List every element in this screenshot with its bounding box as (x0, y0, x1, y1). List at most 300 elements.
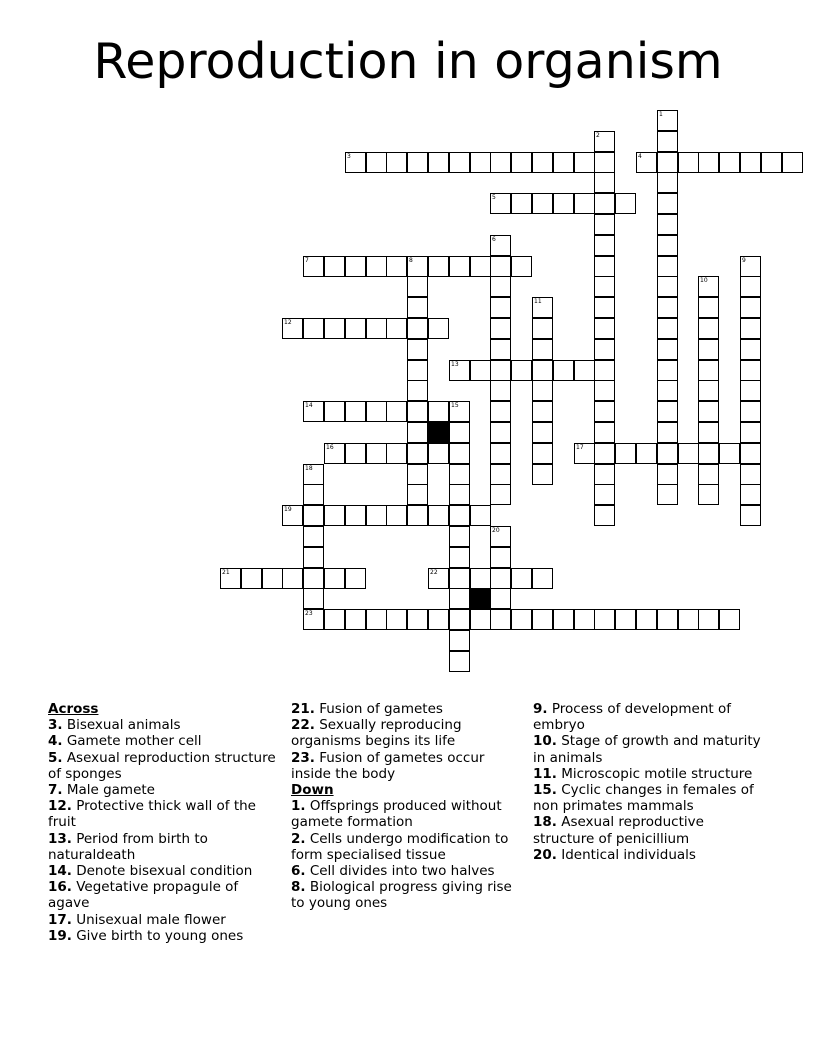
clue-number: 17. (48, 911, 72, 928)
grid-cell[interactable] (366, 609, 387, 630)
grid-cell[interactable] (490, 256, 511, 277)
grid-cell[interactable] (657, 484, 678, 505)
grid-cell[interactable] (386, 443, 407, 464)
grid-cell[interactable] (407, 505, 428, 526)
clue-item (291, 863, 526, 879)
grid-cell[interactable] (782, 152, 803, 173)
clue-number: 8. (291, 879, 306, 896)
clue-text: Asexual reproduction structure of sponges (48, 749, 276, 782)
grid-cell[interactable] (553, 609, 574, 630)
grid-cell[interactable] (511, 152, 532, 173)
grid-cell[interactable] (594, 609, 615, 630)
grid-cell[interactable] (657, 110, 678, 131)
grid-cell[interactable] (594, 380, 615, 401)
clue-item (48, 912, 283, 928)
grid-cell[interactable] (345, 443, 366, 464)
grid-cell[interactable] (594, 505, 615, 526)
clue-column-2 (291, 701, 526, 912)
grid-cell[interactable] (303, 318, 324, 339)
grid-cell[interactable] (594, 484, 615, 505)
grid-cell[interactable] (698, 152, 719, 173)
grid-cell[interactable] (449, 464, 470, 485)
clue-item (291, 879, 526, 911)
grid-cell[interactable] (449, 568, 470, 589)
grid-cell[interactable] (470, 505, 491, 526)
clue-item (291, 831, 526, 863)
grid-cell[interactable] (386, 401, 407, 422)
page-title: Reproduction in organism (93, 33, 723, 90)
clue-number: 4 (638, 153, 642, 160)
grid-cell[interactable] (532, 193, 553, 214)
clue-item (533, 782, 768, 814)
grid-cell[interactable] (386, 505, 407, 526)
grid-cell[interactable] (428, 256, 449, 277)
grid-cell[interactable] (657, 235, 678, 256)
grid-cell[interactable] (511, 568, 532, 589)
grid-cell[interactable] (594, 339, 615, 360)
grid-cell[interactable] (719, 152, 740, 173)
clue-item (291, 798, 526, 830)
clue-item (48, 863, 283, 879)
grid-cell[interactable] (470, 609, 491, 630)
clue-text: Unisexual male flower (71, 911, 226, 928)
grid-cell[interactable] (657, 172, 678, 193)
grid-cell[interactable] (740, 339, 761, 360)
clue-number: 16. (48, 879, 72, 896)
grid-cell[interactable] (428, 609, 449, 630)
grid-cell[interactable] (366, 318, 387, 339)
grid-cell[interactable] (366, 505, 387, 526)
grid-cell[interactable] (324, 256, 345, 277)
grid-cell[interactable] (698, 401, 719, 422)
grid-cell[interactable] (449, 152, 470, 173)
grid-cell[interactable] (345, 401, 366, 422)
grid-cell[interactable] (407, 464, 428, 485)
clue-number: 15. (533, 782, 557, 799)
grid-cell[interactable] (594, 422, 615, 443)
grid-cell[interactable] (553, 360, 574, 381)
grid-cell[interactable] (386, 152, 407, 173)
grid-cell[interactable] (324, 568, 345, 589)
grid-cell[interactable] (449, 630, 470, 651)
clue-text: Cell divides into two halves (305, 863, 495, 880)
clue-number: 23. (291, 749, 315, 766)
grid-cell[interactable] (407, 297, 428, 318)
grid-cell[interactable] (303, 401, 324, 422)
clue-text: Asexual reproductive structure of penicillium (533, 814, 704, 847)
grid-cell[interactable] (490, 235, 511, 256)
clue-number: 20 (492, 527, 500, 534)
grid-cell[interactable] (407, 256, 428, 277)
clue-number: 5. (48, 749, 63, 766)
grid-cell[interactable] (407, 422, 428, 443)
grid-cell[interactable] (324, 443, 345, 464)
grid-cell[interactable] (532, 318, 553, 339)
grid-cell[interactable] (532, 568, 553, 589)
clue-item (533, 814, 768, 846)
grid-cell[interactable] (449, 484, 470, 505)
grid-cell[interactable] (740, 484, 761, 505)
grid-cell[interactable] (407, 380, 428, 401)
grid-cell[interactable] (490, 464, 511, 485)
grid-cell[interactable] (594, 172, 615, 193)
clue-number: 10 (700, 277, 708, 284)
grid-cell[interactable] (615, 609, 636, 630)
grid-cell[interactable] (490, 443, 511, 464)
grid-cell[interactable] (470, 568, 491, 589)
grid-cell[interactable] (532, 464, 553, 485)
grid-cell[interactable] (678, 609, 699, 630)
across-heading: Across (48, 701, 99, 717)
grid-cell[interactable] (428, 443, 449, 464)
grid-cell[interactable] (657, 131, 678, 152)
clue-number: 21. (291, 701, 315, 717)
grid-cell[interactable] (366, 256, 387, 277)
grid-cell[interactable] (407, 152, 428, 173)
clue-number: 17 (576, 444, 584, 451)
clue-number: 11. (533, 765, 557, 782)
grid-cell[interactable] (449, 588, 470, 609)
grid-cell[interactable] (657, 339, 678, 360)
grid-cell[interactable] (449, 526, 470, 547)
grid-cell[interactable] (657, 297, 678, 318)
grid-cell[interactable] (407, 609, 428, 630)
grid-cell[interactable] (220, 568, 241, 589)
grid-cell[interactable] (470, 256, 491, 277)
clue-text: Sexually reproducing organisms begins its life (291, 717, 462, 750)
grid-cell[interactable] (553, 193, 574, 214)
grid-cell[interactable] (657, 443, 678, 464)
grid-cell[interactable] (470, 152, 491, 173)
grid-cell[interactable] (366, 443, 387, 464)
clue-item (48, 733, 283, 749)
grid-cell[interactable] (490, 609, 511, 630)
grid-cell[interactable] (553, 152, 574, 173)
grid-cell[interactable] (428, 152, 449, 173)
grid-cell[interactable] (594, 401, 615, 422)
clue-column-3 (533, 701, 768, 863)
grid-cell[interactable] (740, 256, 761, 277)
grid-cell[interactable] (511, 256, 532, 277)
clue-number: 6. (291, 863, 306, 880)
clue-number: 9. (533, 701, 548, 717)
grid-cell[interactable] (490, 401, 511, 422)
grid-cell[interactable] (698, 360, 719, 381)
grid-cell[interactable] (345, 256, 366, 277)
clue-item (48, 928, 283, 944)
clue-text: Identical individuals (556, 846, 696, 863)
grid-cell[interactable] (303, 547, 324, 568)
grid-cell[interactable] (657, 318, 678, 339)
clue-number: 20. (533, 846, 557, 863)
grid-cell[interactable] (303, 609, 324, 630)
grid-cell[interactable] (449, 443, 470, 464)
grid-cell[interactable] (657, 609, 678, 630)
grid-cell[interactable] (407, 339, 428, 360)
clue-number: 13. (48, 830, 72, 847)
grid-cell[interactable] (740, 443, 761, 464)
clue-number: 9 (742, 257, 746, 264)
clue-text: Fusion of gametes occur inside the body (291, 749, 485, 782)
grid-cell[interactable] (740, 276, 761, 297)
grid-cell[interactable] (490, 297, 511, 318)
grid-cell[interactable] (719, 609, 740, 630)
clue-item (48, 750, 283, 782)
clue-number: 6 (492, 236, 496, 243)
grid-cell[interactable] (407, 401, 428, 422)
grid-cell[interactable] (449, 256, 470, 277)
grid-cell[interactable] (532, 380, 553, 401)
clue-number: 3. (48, 717, 63, 734)
grid-cell[interactable] (636, 609, 657, 630)
grid-cell[interactable] (407, 360, 428, 381)
grid-cell[interactable] (345, 609, 366, 630)
grid-cell[interactable] (678, 152, 699, 173)
clue-item (291, 701, 526, 717)
grid-cell[interactable] (386, 318, 407, 339)
clue-number: 19 (284, 506, 292, 513)
clue-text: Fusion of gametes (314, 701, 443, 717)
grid-cell[interactable] (594, 443, 615, 464)
grid-cell[interactable] (324, 318, 345, 339)
grid-cell[interactable] (594, 256, 615, 277)
grid-cell[interactable] (657, 214, 678, 235)
grid-cell[interactable] (386, 256, 407, 277)
clue-item (533, 701, 768, 733)
grid-cell[interactable] (303, 505, 324, 526)
grid-cell[interactable] (740, 380, 761, 401)
grid-cell[interactable] (345, 152, 366, 173)
grid-cell[interactable] (657, 360, 678, 381)
clue-column-1 (48, 701, 283, 944)
grid-cell[interactable] (428, 568, 449, 589)
grid-cell[interactable] (574, 609, 595, 630)
grid-cell[interactable] (657, 152, 678, 173)
black-square (428, 422, 449, 443)
grid-cell[interactable] (698, 422, 719, 443)
grid-cell[interactable] (594, 131, 615, 152)
grid-cell[interactable] (386, 609, 407, 630)
grid-cell[interactable] (449, 609, 470, 630)
grid-cell[interactable] (490, 318, 511, 339)
grid-cell[interactable] (740, 401, 761, 422)
grid-cell[interactable] (345, 505, 366, 526)
grid-cell[interactable] (511, 609, 532, 630)
grid-cell[interactable] (303, 484, 324, 505)
clue-item (48, 831, 283, 863)
clue-number: 12 (284, 319, 292, 326)
grid-cell[interactable] (574, 152, 595, 173)
clue-number: 8 (409, 257, 413, 264)
grid-cell[interactable] (740, 422, 761, 443)
grid-cell[interactable] (241, 568, 262, 589)
clue-text: Bisexual animals (62, 717, 181, 734)
grid-cell[interactable] (532, 339, 553, 360)
grid-cell[interactable] (532, 401, 553, 422)
clue-text: Cyclic changes in females of non primates mammals (533, 782, 754, 815)
grid-cell[interactable] (428, 318, 449, 339)
grid-cell[interactable] (657, 193, 678, 214)
clue-item (291, 750, 526, 782)
grid-cell[interactable] (282, 318, 303, 339)
grid-cell[interactable] (324, 401, 345, 422)
grid-cell[interactable] (282, 568, 303, 589)
grid-cell[interactable] (615, 193, 636, 214)
grid-cell[interactable] (594, 193, 615, 214)
clue-text: Cells undergo modification to form specialised tissue (291, 830, 509, 863)
clue-number: 23 (305, 610, 313, 617)
grid-cell[interactable] (740, 152, 761, 173)
grid-cell[interactable] (511, 360, 532, 381)
grid-cell[interactable] (678, 443, 699, 464)
grid-cell[interactable] (740, 297, 761, 318)
grid-cell[interactable] (698, 380, 719, 401)
grid-cell[interactable] (594, 276, 615, 297)
grid-cell[interactable] (594, 235, 615, 256)
grid-cell[interactable] (303, 526, 324, 547)
grid-cell[interactable] (698, 464, 719, 485)
grid-cell[interactable] (511, 193, 532, 214)
clue-text: Stage of growth and maturity in animals (533, 733, 761, 766)
grid-cell[interactable] (574, 443, 595, 464)
clue-text: Vegetative propagule of agave (48, 879, 239, 912)
grid-cell[interactable] (470, 360, 491, 381)
grid-cell[interactable] (657, 380, 678, 401)
clue-number: 14. (48, 863, 72, 880)
grid-cell[interactable] (761, 152, 782, 173)
grid-cell[interactable] (449, 651, 470, 672)
grid-cell[interactable] (615, 443, 636, 464)
grid-cell[interactable] (532, 297, 553, 318)
clue-number: 22 (430, 569, 438, 576)
grid-cell[interactable] (490, 152, 511, 173)
grid-cell[interactable] (303, 568, 324, 589)
grid-cell[interactable] (698, 318, 719, 339)
grid-cell[interactable] (490, 360, 511, 381)
grid-cell[interactable] (657, 256, 678, 277)
grid-cell[interactable] (740, 505, 761, 526)
grid-cell[interactable] (303, 588, 324, 609)
grid-cell[interactable] (345, 318, 366, 339)
clue-text: Give birth to young ones (71, 927, 244, 944)
grid-cell[interactable] (532, 422, 553, 443)
grid-cell[interactable] (657, 276, 678, 297)
clue-number: 16 (326, 444, 334, 451)
clue-number: 18. (533, 814, 557, 831)
grid-cell[interactable] (574, 193, 595, 214)
grid-cell[interactable] (490, 339, 511, 360)
clue-item (533, 766, 768, 782)
clue-number: 18 (305, 465, 313, 472)
grid-cell[interactable] (490, 568, 511, 589)
grid-cell[interactable] (719, 443, 740, 464)
grid-cell[interactable] (740, 464, 761, 485)
grid-cell[interactable] (449, 547, 470, 568)
grid-cell[interactable] (428, 401, 449, 422)
grid-cell[interactable] (594, 297, 615, 318)
clue-item (48, 782, 283, 798)
clue-text: Microscopic motile structure (556, 765, 753, 782)
grid-cell[interactable] (698, 609, 719, 630)
grid-cell[interactable] (490, 380, 511, 401)
grid-cell[interactable] (532, 152, 553, 173)
grid-cell[interactable] (532, 360, 553, 381)
grid-cell[interactable] (594, 214, 615, 235)
grid-cell[interactable] (490, 422, 511, 443)
clue-number: 19. (48, 927, 72, 944)
grid-cell[interactable] (366, 152, 387, 173)
grid-cell[interactable] (594, 360, 615, 381)
grid-cell[interactable] (407, 276, 428, 297)
grid-cell[interactable] (594, 152, 615, 173)
grid-cell[interactable] (532, 609, 553, 630)
grid-cell[interactable] (490, 526, 511, 547)
grid-cell[interactable] (303, 256, 324, 277)
grid-cell[interactable] (532, 443, 553, 464)
grid-cell[interactable] (490, 484, 511, 505)
down-heading: Down (291, 782, 334, 799)
grid-cell[interactable] (407, 318, 428, 339)
grid-cell[interactable] (698, 339, 719, 360)
grid-cell[interactable] (636, 152, 657, 173)
grid-cell[interactable] (698, 443, 719, 464)
grid-cell[interactable] (262, 568, 283, 589)
clue-text: Denote bisexual condition (71, 863, 253, 880)
grid-cell[interactable] (428, 505, 449, 526)
grid-cell[interactable] (657, 464, 678, 485)
clue-number: 22. (291, 717, 315, 734)
grid-cell[interactable] (449, 505, 470, 526)
grid-cell[interactable] (698, 484, 719, 505)
grid-cell[interactable] (303, 464, 324, 485)
grid-cell[interactable] (490, 193, 511, 214)
grid-cell[interactable] (407, 443, 428, 464)
grid-cell[interactable] (324, 609, 345, 630)
grid-cell[interactable] (490, 276, 511, 297)
clue-number: 12. (48, 798, 72, 815)
clue-number: 14 (305, 402, 313, 409)
grid-cell[interactable] (366, 401, 387, 422)
grid-cell[interactable] (740, 318, 761, 339)
grid-cell[interactable] (490, 588, 511, 609)
grid-cell[interactable] (449, 360, 470, 381)
grid-cell[interactable] (282, 505, 303, 526)
clue-number: 3 (347, 153, 351, 160)
clue-number: 2. (291, 830, 306, 847)
grid-cell[interactable] (449, 422, 470, 443)
clue-text: Biological progress giving rise to young ones (291, 879, 512, 912)
clue-number: 4. (48, 733, 63, 750)
grid-cell[interactable] (449, 401, 470, 422)
grid-cell[interactable] (490, 547, 511, 568)
clue-item (48, 798, 283, 830)
grid-cell[interactable] (698, 276, 719, 297)
clue-number: 13 (451, 361, 459, 368)
grid-cell[interactable] (574, 360, 595, 381)
grid-cell[interactable] (698, 297, 719, 318)
grid-cell[interactable] (657, 422, 678, 443)
clue-text: Male gamete (62, 782, 155, 799)
grid-cell[interactable] (594, 464, 615, 485)
grid-cell[interactable] (594, 318, 615, 339)
grid-cell[interactable] (345, 568, 366, 589)
clue-text: Offsprings produced without gamete formation (291, 798, 502, 831)
grid-cell[interactable] (636, 443, 657, 464)
grid-cell[interactable] (657, 401, 678, 422)
grid-cell[interactable] (324, 505, 345, 526)
grid-cell[interactable] (740, 360, 761, 381)
grid-cell[interactable] (407, 484, 428, 505)
